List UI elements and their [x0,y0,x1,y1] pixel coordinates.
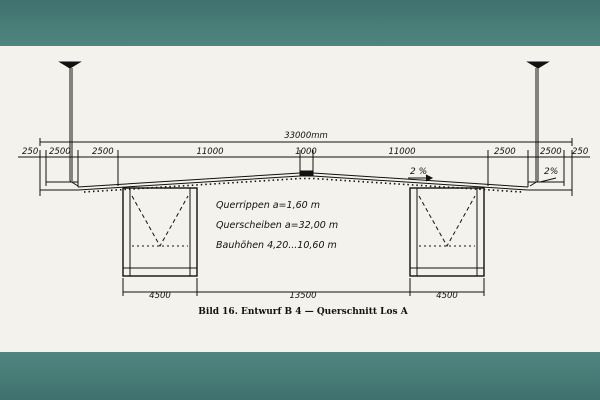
slope-label-left: 2 % [410,167,428,177]
note-querscheiben: Querscheiben a=32,00 m [216,220,339,231]
slope-arrow-right [540,178,556,182]
span-label-2: 2500 [49,147,71,157]
span-label-5: 1000 [295,147,317,157]
background-top-band [0,0,600,46]
bridge-cross-section-drawing [0,46,600,352]
span-label-7: 2500 [494,147,516,157]
bottom-dim-middle: 13500 [289,291,317,301]
bridge-deck [40,171,572,192]
bottom-dim-right: 4500 [436,291,458,301]
right-box-girder [410,188,484,276]
left-lamp-post [60,62,80,186]
note-querrippen: Querrippen a=1,60 m [216,200,320,211]
drawing-sheet [0,46,600,352]
span-label-1: 250 [22,147,39,157]
span-label-6: 11000 [388,147,416,157]
slope-label-right: 2% [544,167,559,177]
figure-caption: Bild 16. Entwurf B 4 — Querschnitt Los A [198,307,408,317]
span-label-3: 2500 [92,147,114,157]
background-bottom-band [0,352,600,400]
note-bauhoehen: Bauhöhen 4,20...10,60 m [216,240,337,251]
span-label-8: 2500 [540,147,562,157]
overall-width-label: 33000mm [284,131,328,141]
span-label-4: 11000 [196,147,224,157]
bottom-dim-left: 4500 [149,291,171,301]
left-box-girder [123,188,197,276]
span-label-9: 250 [572,147,589,157]
